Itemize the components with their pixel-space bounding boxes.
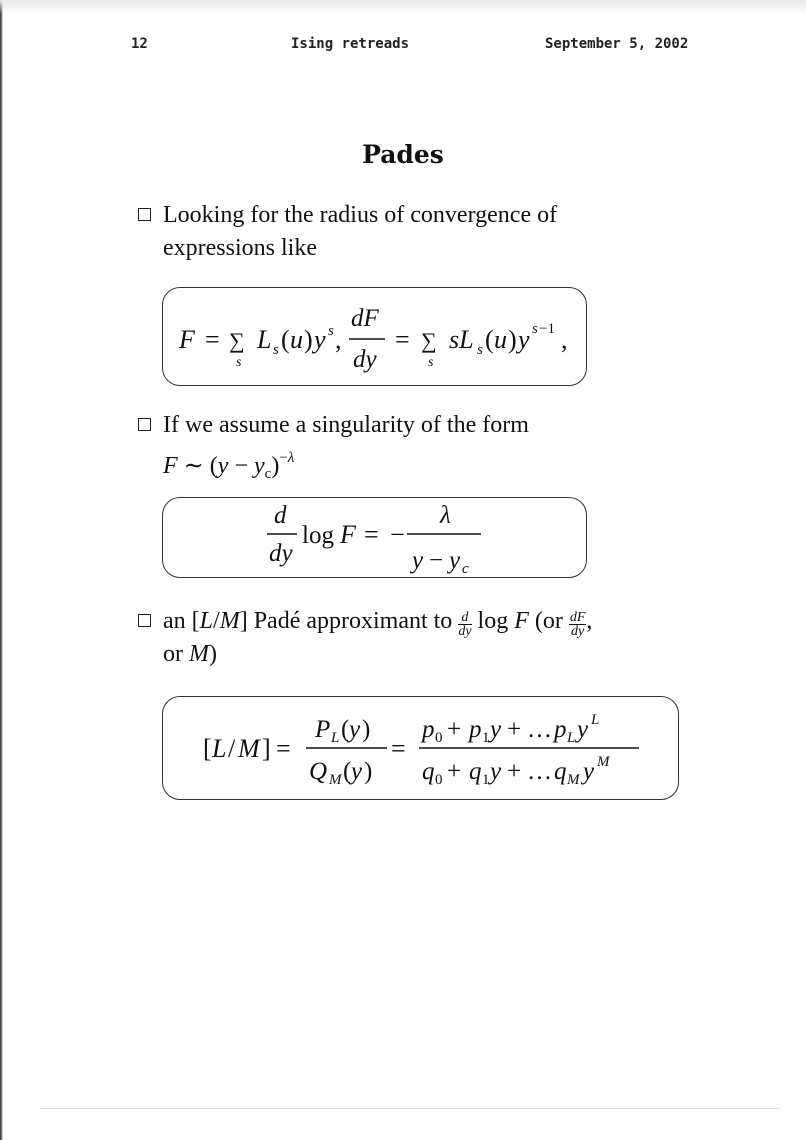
svg-text:): ) xyxy=(304,325,313,354)
svg-text:,: , xyxy=(335,325,342,354)
svg-text:M: M xyxy=(567,772,580,788)
svg-text:dy: dy xyxy=(353,346,377,373)
checkbox-bullet-icon xyxy=(138,208,151,221)
bullet-pade-line-2: or M) xyxy=(163,641,217,667)
checkbox-bullet-icon xyxy=(138,614,151,627)
svg-text:=: = xyxy=(276,734,291,763)
svg-text:s: s xyxy=(236,355,242,370)
svg-text:y: y xyxy=(490,758,502,785)
svg-text:L: L xyxy=(567,730,576,746)
svg-text:p: p xyxy=(554,716,567,743)
svg-text:y: y xyxy=(351,758,363,785)
svg-text:y: y xyxy=(490,716,502,743)
svg-text:+: + xyxy=(507,758,522,785)
svg-text:dy: dy xyxy=(269,540,293,567)
svg-text:=: = xyxy=(364,520,379,549)
svg-text:(: ( xyxy=(485,325,494,354)
svg-text:0: 0 xyxy=(435,772,443,788)
svg-text:c: c xyxy=(462,561,469,577)
page-title: Pades xyxy=(362,140,444,169)
formula-log-derivative xyxy=(163,498,588,579)
svg-text:): ) xyxy=(362,716,371,743)
svg-text:…: … xyxy=(527,758,552,785)
svg-text:dF: dF xyxy=(351,305,379,332)
svg-text:P: P xyxy=(315,716,331,743)
page-number: 12 xyxy=(131,36,148,52)
svg-text:λ: λ xyxy=(440,502,451,529)
svg-text:s: s xyxy=(477,342,483,358)
inline-fraction-dF-dy: $\frac{dF}{dy}$ xyxy=(569,610,586,639)
svg-text:(: ( xyxy=(343,758,352,785)
svg-text:log: log xyxy=(302,522,334,549)
page-edge-shadow xyxy=(0,0,3,1140)
bullet-pade-line-1: an [L/M] Padé approximant to $\frac{d}{dy}$ log F (or $\frac{dF}{dy}$ , xyxy=(163,608,593,639)
bullet-prefix: an xyxy=(163,608,186,634)
svg-text:M: M xyxy=(329,772,342,788)
svg-text:s: s xyxy=(532,321,538,337)
svg-text:M: M xyxy=(238,734,260,763)
svg-text:y: y xyxy=(518,325,530,354)
svg-text:y: y xyxy=(449,547,461,574)
svg-text:p: p xyxy=(422,716,435,743)
bullet-text-line-2: expressions like xyxy=(163,235,317,261)
svg-text:s: s xyxy=(328,323,334,339)
bullet-text-line-1: If we assume a singularity of the form xyxy=(163,412,529,438)
svg-text:u: u xyxy=(494,325,507,354)
formula-box-series xyxy=(162,287,587,386)
svg-text:y: y xyxy=(412,547,424,574)
svg-text:+: + xyxy=(447,716,462,743)
bullet-pade-text: Padé approximant to xyxy=(253,608,453,634)
svg-text:(: ( xyxy=(281,325,290,354)
svg-text:q: q xyxy=(422,758,435,785)
svg-text:/: / xyxy=(228,734,236,763)
svg-text:d: d xyxy=(274,502,287,529)
svg-text:∑: ∑ xyxy=(421,328,437,353)
svg-text:F: F xyxy=(179,325,195,354)
svg-text:L: L xyxy=(591,712,600,728)
formula-box-log-derivative xyxy=(162,497,587,578)
svg-text:u: u xyxy=(290,325,303,354)
svg-text:−: − xyxy=(429,547,444,574)
formula-pade-approximant xyxy=(163,697,680,801)
svg-text:s: s xyxy=(273,342,279,358)
svg-text:y: y xyxy=(314,325,326,354)
bullet-singularity xyxy=(138,409,608,491)
formula-box-pade xyxy=(162,696,679,800)
svg-text:q: q xyxy=(554,758,567,785)
svg-text:=: = xyxy=(391,734,406,763)
svg-text:−: − xyxy=(390,520,405,549)
svg-text:∑: ∑ xyxy=(229,328,245,353)
bullet-radius-of-convergence xyxy=(138,199,608,265)
inline-fraction-d-dy: $\frac{d}{dy}$ xyxy=(458,610,472,639)
svg-text:(: ( xyxy=(341,716,350,743)
svg-text:sL: sL xyxy=(449,325,474,354)
svg-text:L: L xyxy=(331,730,340,746)
svg-text:L: L xyxy=(257,325,272,354)
scan-top-shade xyxy=(0,0,806,14)
svg-text:): ) xyxy=(364,758,373,785)
svg-text:[: [ xyxy=(203,734,212,763)
bullet-singularity-math: F ∼ $(y - y_c)^{-\lambda}$ xyxy=(163,450,295,482)
svg-text:L: L xyxy=(212,734,227,763)
svg-text:,: , xyxy=(561,325,568,354)
header-date: September 5, 2002 xyxy=(545,36,689,52)
svg-text:0: 0 xyxy=(435,730,443,746)
scan-bottom-line xyxy=(40,1108,780,1109)
svg-text:−1: −1 xyxy=(539,321,555,337)
svg-text:…: … xyxy=(527,716,552,743)
svg-text:F: F xyxy=(340,520,356,549)
svg-text:=: = xyxy=(205,325,220,354)
formula-series-expression xyxy=(163,288,588,387)
bullet-pade-approximant xyxy=(138,605,608,671)
checkbox-bullet-icon xyxy=(138,418,151,431)
svg-text:=: = xyxy=(395,325,410,354)
bullet-text-line-1: Looking for the radius of convergence of xyxy=(163,202,558,228)
svg-text:+: + xyxy=(447,758,462,785)
svg-text:p: p xyxy=(469,716,482,743)
svg-text:+: + xyxy=(507,716,522,743)
svg-text:M: M xyxy=(597,754,610,770)
svg-text:y: y xyxy=(349,716,361,743)
svg-text:1: 1 xyxy=(482,730,490,746)
svg-text:1: 1 xyxy=(482,772,490,788)
svg-text:Q: Q xyxy=(309,758,328,785)
running-title: Ising retreads xyxy=(291,36,410,52)
svg-text:]: ] xyxy=(262,734,271,763)
svg-text:s: s xyxy=(428,355,434,370)
svg-text:): ) xyxy=(508,325,517,354)
svg-text:y: y xyxy=(583,758,595,785)
svg-text:y: y xyxy=(577,716,589,743)
svg-text:q: q xyxy=(469,758,482,785)
